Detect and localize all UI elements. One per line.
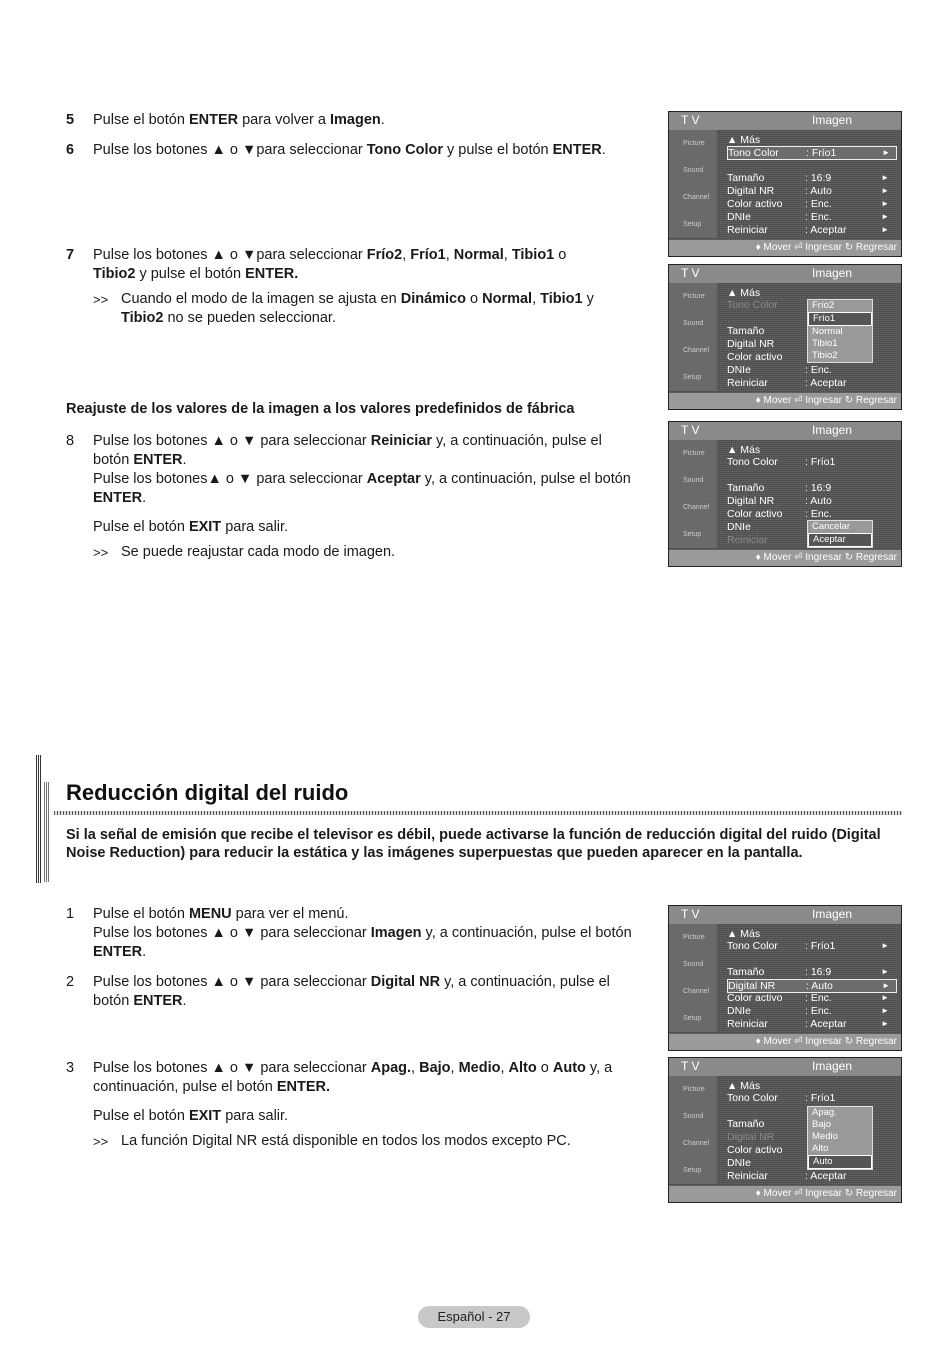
page-footer: Español - 27 (418, 1306, 530, 1328)
dnr-popup: Apag. Bajo Medio Alto Auto (807, 1106, 873, 1170)
tv-menu-3: T V Imagen Picture Sound Channel Setup ▲ Más Tono Color : Frío1 Tamaño : 16:9 Digital NR : Auto Color activo : Enc. DNIe Reiniciar Cancelar Aceptar ♦ Mover ⏎ Ingresar ↻ Regresar (668, 421, 902, 567)
title-decoration (36, 755, 42, 883)
note-step-7: >> Cuando el modo de la imagen se ajusta en Dinámico o Normal, Tibio1 y Tibio2 no se pueden seleccionar. (93, 291, 594, 326)
arrow-icon: >> (93, 545, 109, 560)
tv-menu-5: T V Imagen Picture Sound Channel Setup ▲ Más Tono Color : Frío1 Tamaño Digital NR Color activo DNIe Reiniciar : Aceptar Apag. Bajo Medio Alto Auto ♦ Mover ⏎ Ingresar ↻ Regresar (668, 1057, 902, 1203)
reset-popup: Cancelar Aceptar (807, 520, 873, 548)
tv-menu-2: T V Imagen Picture Sound Channel Setup ▲ Más Tono Color Tamaño Digital NR Color activo DNIe : Enc. Reiniciar : Aceptar Frío2 Frío1 Normal Tibio1 Tibio2 ♦ Mover ⏎ Ingresar ↻ Regresar (668, 264, 902, 410)
dnr-step-3: 3 Pulse los botones ▲ o ▼ para seleccionar Apag., Bajo, Medio, Alto o Auto y, a continuación, pulse el botón ENTER. Pulse el botón EXIT para salir. >> La función Digital NR está disponible en todos los modos excepto PC. (66, 1059, 636, 1151)
tv-menu-1: T V Imagen Picture Sound Channel Setup ▲ Más Tono Color : Frío1 ► Tamaño : 16:9 ► Digital NR : Auto ► Color activo : Enc. ► DNIe : Enc. ► Reiniciar : Aceptar ► ♦ Mover ⏎ Ingresar ↻ Regresar (668, 111, 902, 257)
step-7: 7 Pulse los botones ▲ o ▼para seleccionar Frío2, Frío1, Normal, Tibio1 o Tibio2 y pulse el botón ENTER. >> Cuando el modo de la imagen se ajusta en Dinámico o Normal, Tibio1 y Tibio2 no se pueden seleccionar. (66, 246, 636, 328)
tv-menu-4: T V Imagen Picture Sound Channel Setup ▲ Más Tono Color : Frío1 ► Tamaño : 16:9 ► Digital NR : Auto ► Color activo : Enc. ► DNIe : Enc. ► Reiniciar : Aceptar ► ♦ Mover ⏎ Ingresar ↻ Regresar (668, 905, 902, 1051)
section-intro: Si la señal de emisión que recibe el televisor es débil, puede activarse la función de reducción digital del ruido (Digital Noise Reduction) para reducir la estática y las imágenes superpuestas que pueden aparecer en la pantalla. (66, 827, 881, 861)
arrow-icon: >> (93, 1134, 109, 1149)
step-8: 8 Pulse los botones ▲ o ▼ para seleccionar Reiniciar y, a continuación, pulse el botón ENTER. Pulse los botones▲ o ▼ para seleccionar Aceptar y, a continuación, pulse el botón ENTER. Pulse el botón EXIT para salir. >> Se puede reajustar cada modo de imagen. (66, 432, 636, 562)
note-dnr-step-3: >> La función Digital NR está disponible en todos los modos excepto PC. (93, 1133, 571, 1149)
note-step-8: >> Se puede reajustar cada modo de imagen. (93, 544, 396, 560)
title-rule (54, 811, 902, 815)
step-5: 5 Pulse el botón ENTER para volver a Imagen. (66, 112, 385, 128)
arrow-icon: >> (93, 292, 109, 307)
title-decoration-2 (44, 782, 50, 882)
dnr-step-2: 2 Pulse los botones ▲ o ▼ para seleccionar Digital NR y, a continuación, pulse el botón ENTER. (66, 974, 610, 1009)
tone-popup: Frío2 Frío1 Normal Tibio1 Tibio2 (807, 299, 873, 363)
reset-heading: Reajuste de los valores de la imagen a los valores predefinidos de fábrica (66, 401, 575, 417)
dnr-step-1: 1 Pulse el botón MENU para ver el menú. Pulse los botones ▲ o ▼ para seleccionar Imagen y, a continuación, pulse el botón ENTER. (66, 906, 632, 960)
section-title: Reducción digital del ruido (66, 780, 349, 805)
step-6: 6 Pulse los botones ▲ o ▼para seleccionar Tono Color y pulse el botón ENTER. (66, 142, 606, 158)
